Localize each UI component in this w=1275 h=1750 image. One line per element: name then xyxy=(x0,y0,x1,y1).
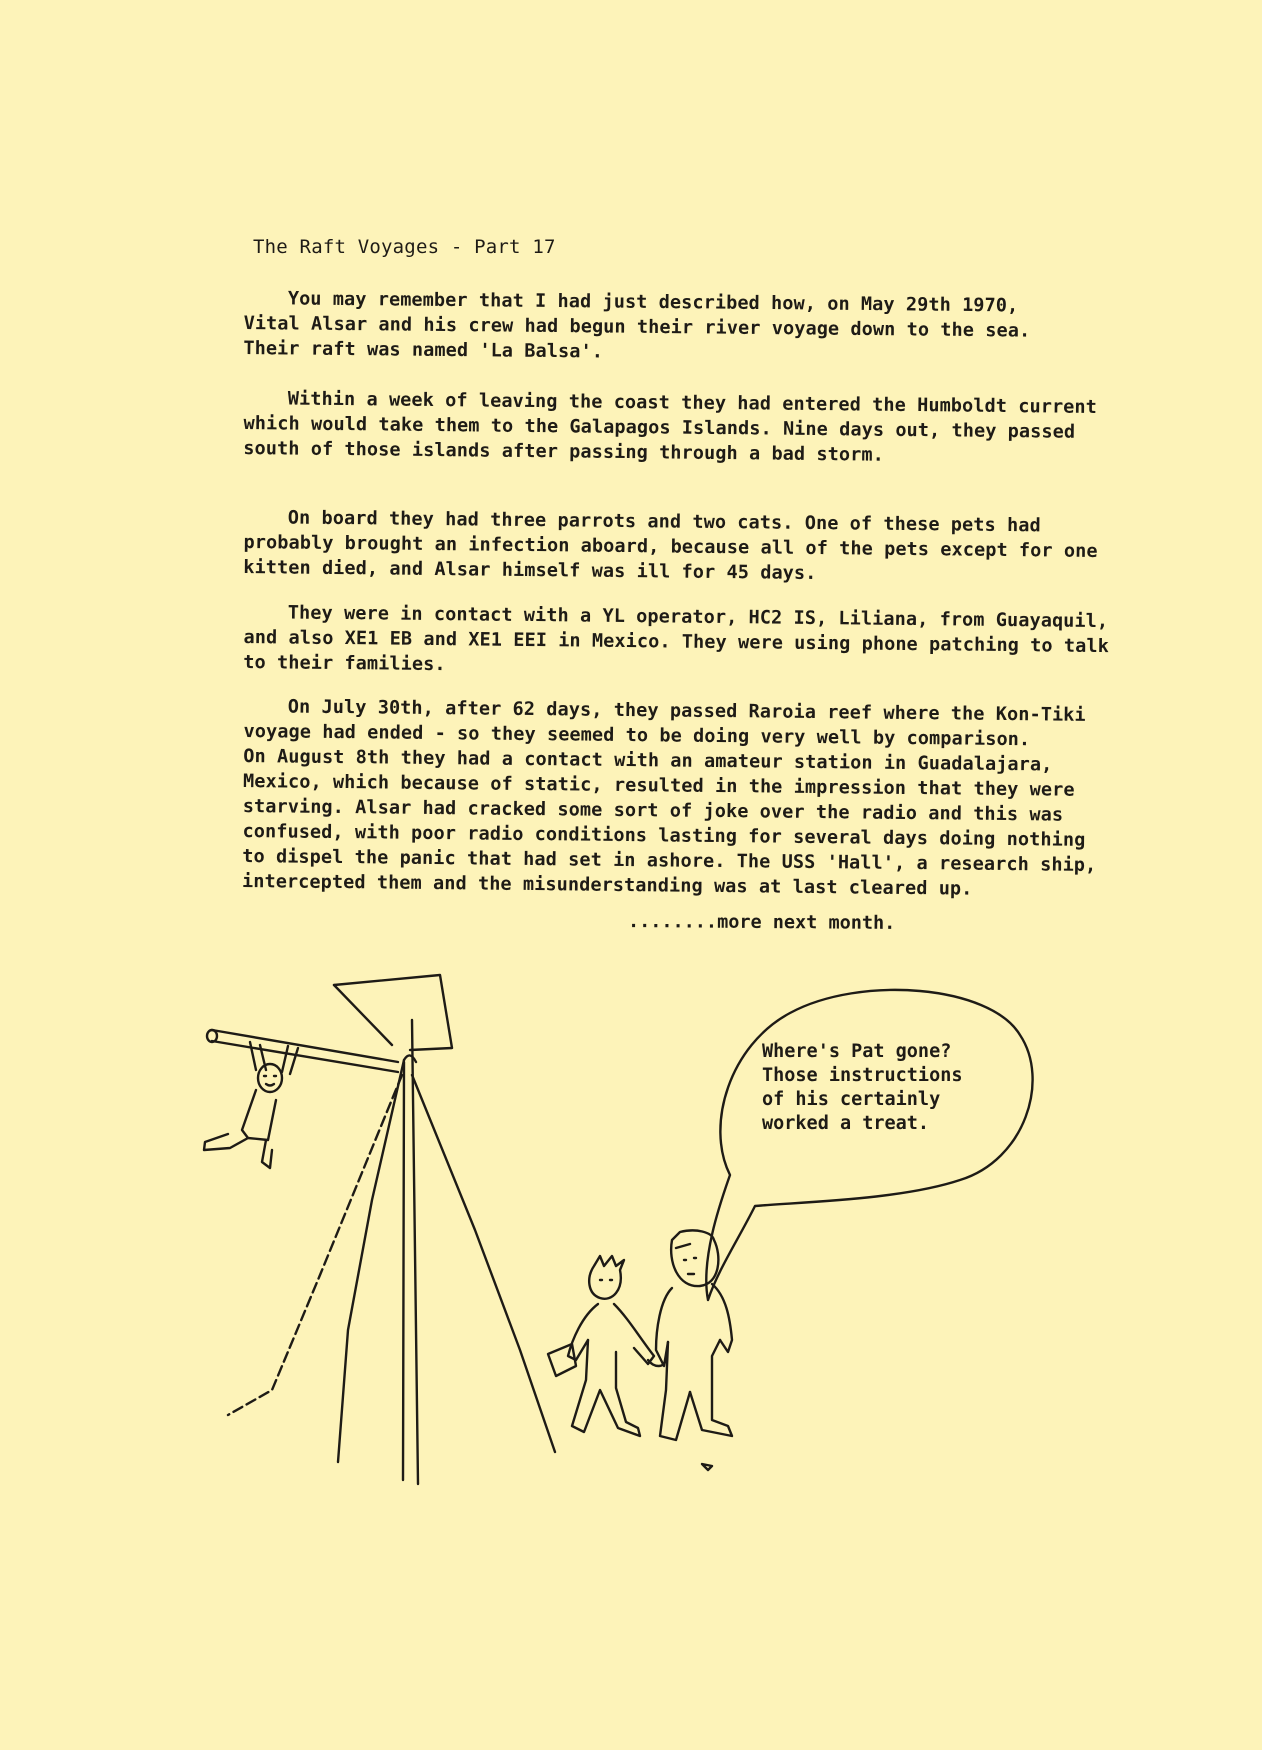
text-line: and also XE1 EB and XE1 EEI in Mexico. They were using phone patching to talk xyxy=(243,626,1109,658)
hanging-man-drawing xyxy=(204,1042,298,1168)
text-line: You may remember that I had just described how, on May 29th 1970, xyxy=(287,288,1019,317)
rigging-line xyxy=(412,1075,555,1452)
text-line: On July 30th, after 62 days, they passed Raroia reef where the Kon-Tiki xyxy=(287,696,1086,726)
text-line: Their raft was named 'La Balsa'. xyxy=(243,337,604,363)
text-line: starving. Alsar had cracked some sort of joke over the radio and this was xyxy=(242,795,1064,826)
speech-bubble xyxy=(706,990,1032,1300)
text-line: which would take them to the Galapagos Islands. Nine days out, they passed xyxy=(243,412,1076,443)
text-line: Within a week of leaving the coast they had entered the Humboldt current xyxy=(287,388,1098,418)
text-line: to dispel the panic that had set in ashore. The USS 'Hall', a research ship, xyxy=(242,845,1097,876)
sail-drawing xyxy=(334,975,452,1050)
speech-line: Those instructions xyxy=(762,1065,963,1086)
text-line: voyage had ended - so they seemed to be doing very well by comparison. xyxy=(243,720,1031,751)
text-line: Mexico, which because of static, resulted in the impression that they were xyxy=(242,770,1075,801)
ink-blot xyxy=(702,1464,712,1470)
text-line: south of those islands after passing through a bad storm. xyxy=(243,437,884,466)
continuation-note: ........more next month. xyxy=(627,911,896,934)
speech-line: Where's Pat gone? xyxy=(762,1041,952,1062)
paper-sheet xyxy=(548,1344,576,1376)
text-line: On board they had three parrots and two cats. One of these pets had xyxy=(287,507,1041,537)
text-line: probably brought an infection aboard, because all of the pets except for one xyxy=(243,531,1098,562)
text-line: intercepted them and the misunderstanding was at last cleared up. xyxy=(241,870,973,900)
mast-drawing xyxy=(403,1062,404,1480)
text-line: They were in contact with a YL operator, HC2 IS, Liliana, from Guayaquil, xyxy=(287,602,1109,633)
text-line: On August 8th they had a contact with an amateur station in Guadalajara, xyxy=(243,745,1053,776)
text-line: Vital Alsar and his crew had begun their river voyage down to the sea. xyxy=(243,312,1031,342)
text-line: confused, with poor radio conditions lasting for several days doing nothing xyxy=(242,820,1086,851)
speech-line: of his certainly xyxy=(762,1089,941,1110)
speech-bubble-text xyxy=(762,1040,962,1136)
speech-line: worked a treat. xyxy=(762,1113,930,1134)
rigging-line xyxy=(338,1060,404,1462)
talking-man-drawing xyxy=(656,1230,732,1440)
article-title: The Raft Voyages - Part 17 xyxy=(253,236,556,258)
rigging-line xyxy=(228,1075,402,1415)
walking-man-drawing xyxy=(548,1256,654,1436)
text-line: to their families. xyxy=(243,651,446,676)
text-line: kitten died, and Alsar himself was ill for 45 days. xyxy=(243,556,817,584)
